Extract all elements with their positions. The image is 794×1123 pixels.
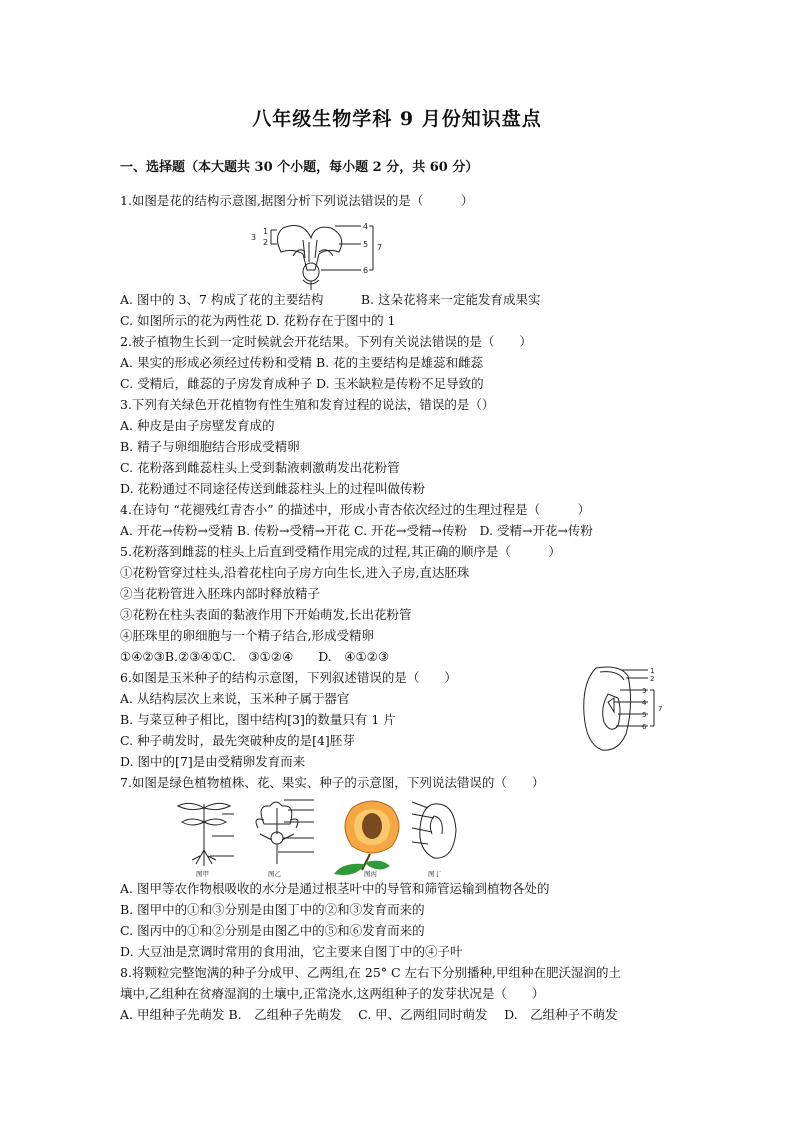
corn-seed-figure (578, 664, 668, 754)
fig6-label-6: 6 (642, 723, 647, 731)
question-6-option-d: D. 图中的[7]是由受精卵发育而来 (120, 754, 306, 769)
question-6-option-a: A. 从结构层次上来说，玉米种子属于器官 (120, 691, 350, 706)
fig6-label-7: 7 (658, 705, 663, 713)
question-5-step-2: ②当花粉管进入胚珠内部时释放精子 (120, 586, 321, 601)
question-2-stem: 2.被子植物生长到一定时候就会开花结果。下列有关说法错误的是（ ） (120, 334, 532, 349)
fig1-label-6: 6 (363, 266, 369, 275)
fig1-label-2: 2 (263, 238, 269, 247)
question-8-options: A. 甲组种子先萌发 B. 乙组种子先萌发 C. 甲、乙两组同时萌发 D. 乙组种子不萌发 (120, 1007, 618, 1022)
question-7-option-d: D. 大豆油是烹调时常用的食用油，它主要来自图丁中的④子叶 (120, 944, 463, 959)
question-4-stem: 4.在诗句 “花褪残红青杏小” 的描述中，形成小青杏依次经过的生理过程是（ ） (120, 502, 591, 517)
plant-parts-figure (172, 794, 472, 878)
question-1-options-cd: C. 如图所示的花为两性花 D. 花粉存在于图中的 1 (120, 313, 396, 328)
fig1-label-7: 7 (377, 243, 383, 252)
fig1-label-5: 5 (363, 240, 369, 249)
question-6-stem: 6.如图是玉米种子的结构示意图，下列叙述错误的是（ ） (120, 670, 457, 685)
fig6-label-2: 2 (650, 675, 655, 683)
bean-seed-sketch (412, 802, 456, 858)
peach-fruit-sketch (334, 801, 399, 875)
question-5-step-1: ①花粉管穿过柱头,沿着花柱向子房方向生长,进入子房,直达胚珠 (120, 565, 470, 580)
fig1-label-1: 1 (263, 227, 269, 236)
question-4-options: A. 开花→传粉→受精 B. 传粉→受精→开花 C. 开花→受精→传粉 D. 受精→开花→传粉 (120, 523, 593, 538)
question-3-option-c: C. 花粉落到雌蕊柱头上受到黏液刺激萌发出花粉管 (120, 460, 400, 475)
question-3-option-a: A. 种皮是由子房壁发育成的 (120, 418, 275, 433)
page-title: 八年级生物学科 9 月份知识盘点 (252, 108, 542, 130)
question-7-option-a: A. 图甲等农作物根吸收的水分是通过根茎叶中的导管和筛管运输到植物各处的 (120, 881, 550, 896)
fig6-label-3: 3 (642, 687, 647, 695)
fig7-caption-yi: 图乙 (268, 870, 281, 878)
question-5-options: ①④②③B.②③④①C. ③①②④ D. ④①②③ (120, 649, 390, 664)
fig7-caption-jia: 图甲 (196, 870, 209, 878)
fig7-caption-bing: 图丙 (364, 870, 377, 878)
fig6-label-4: 4 (642, 699, 647, 707)
question-2-options-cd: C. 受精后，雌蕊的子房发育成种子 D. 玉米缺粒是传粉不足导致的 (120, 376, 484, 391)
question-8-stem-line-2: 壤中,乙组种在贫瘠湿润的土壤中,正常浇水,这两组种子的发芽状况是（ ） (120, 986, 545, 1001)
fig1-label-3: 3 (251, 233, 257, 242)
question-1-options-ab: A. 图中的 3、7 构成了花的主要结构 B. 这朵花将来一定能发育成果实 (120, 292, 541, 307)
question-8-stem-line-1: 8.将颗粒完整饱满的种子分成甲、乙两组,在 25° C 左右下分别播种,甲组种在肥沃湿润的土 (120, 965, 622, 980)
flower-sketch (256, 800, 314, 864)
question-5-stem: 5.花粉落到雌蕊的柱头上后直到受精作用完成的过程,其正确的顺序是（ ） (120, 544, 561, 559)
fig7-caption-ding: 图丁 (428, 870, 441, 878)
fig6-label-1: 1 (650, 667, 655, 675)
question-6-option-c: C. 种子萌发时，最先突破种皮的是[4]胚芽 (120, 733, 355, 748)
question-5-step-4: ④胚珠里的卵细胞与一个精子结合,形成受精卵 (120, 628, 374, 643)
fig1-label-4: 4 (363, 222, 369, 231)
question-3-stem: 3.下列有关绿色开花植物有性生殖和发育过程的说法，错误的是（） (120, 397, 495, 412)
question-7-option-c: C. 图丙中的①和②分别是由图乙中的⑤和⑥发育而来的 (120, 923, 425, 938)
question-3-option-d: D. 花粉通过不同途径传送到雌蕊柱头上的过程叫做传粉 (120, 481, 426, 496)
fig6-label-5: 5 (642, 711, 647, 719)
question-1-stem: 1.如图是花的结构示意图,据图分析下列说法错误的是（ ） (120, 193, 474, 208)
plant-sketch (178, 803, 234, 866)
question-5-step-3: ③花粉在柱头表面的黏液作用下开始萌发,长出花粉管 (120, 607, 412, 622)
question-3-option-b: B. 精子与卵细胞结合形成受精卵 (120, 439, 300, 454)
section-heading: 一、选择题（本大题共 30 个小题，每小题 2 分，共 60 分） (120, 160, 479, 175)
question-2-options-ab: A. 果实的形成必须经过传粉和受精 B. 花的主要结构是雄蕊和雌蕊 (120, 355, 484, 370)
question-6-option-b: B. 与菜豆种子相比，图中结构[3]的数量只有 1 片 (120, 712, 396, 727)
question-7-stem: 7.如图是绿色植物植株、花、果实、种子的示意图，下列说法错误的（ ） (120, 775, 545, 790)
flower-structure-figure (243, 218, 393, 290)
question-7-option-b: B. 图甲中的①和③分别是由图丁中的②和③发育而来的 (120, 902, 425, 917)
